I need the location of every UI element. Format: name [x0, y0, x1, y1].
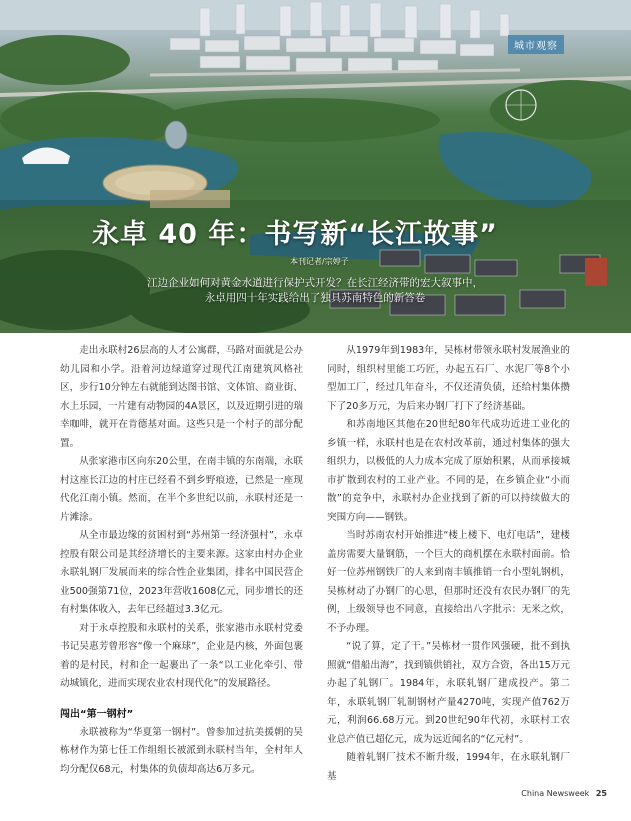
section-subheading: 闯出“第一钢村”: [60, 708, 134, 720]
paragraph: 对于永卓控股和永联村的关系，张家港市永联村党委书记吴惠芳曾形容“像一个麻球”，企业是内核，外面包裹着的是村民，村和企一起裹出了一条“以工业化牵引、带动城镇化，进而实现农业农村现代化”的发展路径。: [60, 622, 303, 689]
right-column: [327, 342, 570, 786]
byline: 本刊记者/宗婷子: [290, 257, 349, 266]
page-number: 25: [595, 789, 607, 798]
paragraph: 和苏南地区其他在20世纪80年代成功近进工业化的乡镇一样，永联村也是在农村改革前，通过村集体的强大组织力，以极低的人力成本完成了原始积累，从而承接城市扩散到农村的工业产业。不同的是，在乡镇企业“小而散”的竞争中，永联村办企业找到了新的可以持续做大的突围方向——钢铁。: [327, 419, 570, 523]
paragraph: “说了算，定了干。”吴栋材一贯作风强硬，批不到执照就“借船出海”，找到镇供销社，双方合资，各出15万元办起了轧钢厂。1984年，永联轧钢厂建成投产。第二年，永联轧钢厂轧制钢材产量4270吨，实现产值762万元，利润66.68万元。到20世纪90年代初，永联村工农业总产值已超亿元，成为远近闻名的“亿元村”。: [327, 641, 570, 745]
deck-line: 永卓用四十年实践给出了独具苏南特色的新答卷: [204, 292, 426, 304]
article-deck: [130, 276, 500, 306]
article-headline: 永卓 40 年：书写新“长江故事”: [92, 219, 498, 250]
paragraph: 走出永联村26层高的人才公寓群，马路对面就是公办幼儿园和小学。沿着河边绿道穿过现代江南建筑风格社区，步行10分钟左右就能到达图书馆、文体馆、商业街、水上乐园，一片建有动物园的4A景区，以及近期引进的瑞幸咖啡，就开在肯德基对面。这些只是一个村子的部分配置。: [60, 345, 303, 449]
paragraph: 永联被称为“华夏第一钢村”。曾参加过抗美援朝的吴栋材作为第七任工作组组长被派到永联村当年，全村年人均分配仅68元，村集体的负债却高达6万多元。: [60, 726, 303, 775]
page-footer: [521, 789, 607, 798]
section-tag: 城市观察: [508, 35, 564, 54]
paragraph: 从张家港市区向东20公里，在南丰镇的东南端，永联村这座长江边的村庄已经看不到乡野痕迹，已然是一座现代化江南小镇。然而，在半个多世纪以前，永联村还是一片滩涂。: [60, 456, 303, 523]
hero-aerial-photo: [0, 0, 631, 333]
paragraph: 从全市最边缘的贫困村到“苏州第一经济强村”，永卓控股有限公司是其经济增长的主要来源。这家由村办企业永联轧钢厂发展而来的综合性企业集团，排名中国民营企业500强第71位，2023年营收1608亿元，同步增长的还有村集体收入，去年已经超过3.3亿元。: [60, 530, 303, 615]
deck-line: 江边企业如何对黄金水道进行保护式开发？在长江经济带的宏大叙事中，: [147, 277, 483, 289]
magazine-name: China Newsweek: [521, 789, 590, 798]
paragraph: 当时苏南农村开始推进“楼上楼下、电灯电话”，建楼盖房需要大量钢筋，一个巨大的商机摆在永联村面前。恰好一位苏州钢铁厂的人来到南丰镇推销一台小型轧钢机，吴栋材动了办钢厂的心思，但那时还没有农民办钢厂的先例，上级领导也不同意，直接给出八字批示：无米之炊，不予办理。: [327, 530, 570, 634]
paragraph: 从1979年到1983年，吴栋材带领永联村发展渔业的同时，组织村里能工巧匠，办起五石厂、水泥厂等8个小型加工厂，经过几年奋斗，不仅还清负债，还给村集体攒下了20多万元，为后来办钢厂打下了经济基础。: [327, 345, 570, 412]
left-column: [60, 342, 303, 779]
paragraph: 随着轧钢厂技术不断升级，1994年，在永联轧钢厂基: [327, 752, 570, 782]
